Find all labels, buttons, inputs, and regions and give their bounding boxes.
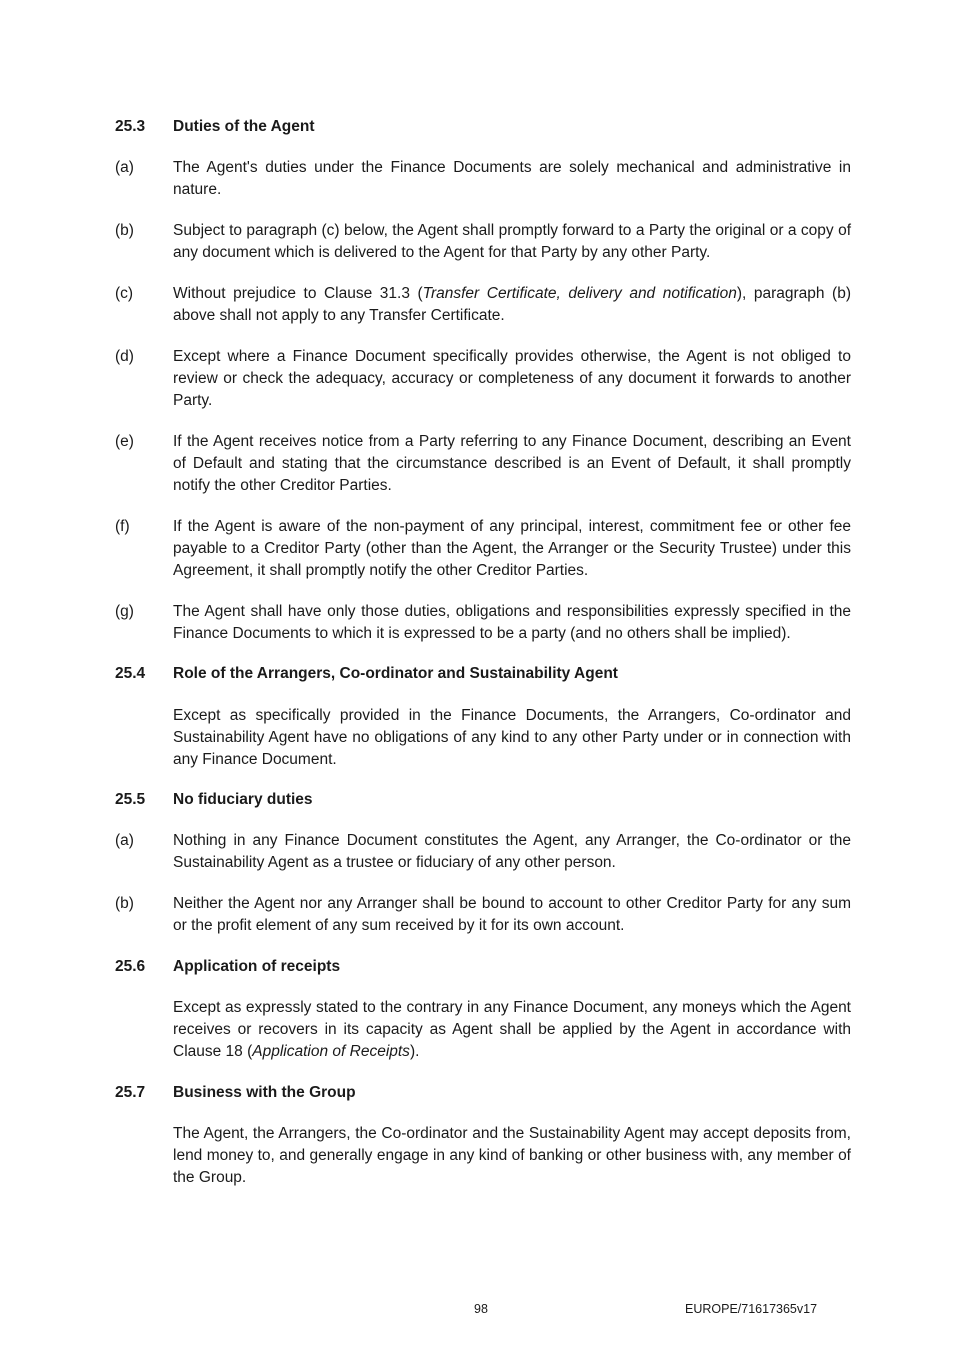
section-number: 25.7: [115, 1084, 146, 1101]
paragraph-label: (e): [115, 433, 134, 450]
paragraph-text: Neither the Agent nor any Arranger shall be bound to account to other Creditor Party for any sum or the profit element of any sum received by it for its own account.: [173, 895, 851, 934]
paragraph-25-3-e: [115, 431, 851, 497]
section-title: Role of the Arrangers, Co-ordinator and Sustainability Agent: [173, 665, 618, 682]
section-body-25-4: Except as specifically provided in the Finance Documents, the Arrangers, Co-ordinator and Sustainability Agent have no obligations of any kind to any other Party under or in connection with any Finance Document.: [173, 707, 851, 768]
paragraph-25-3-f: [115, 516, 851, 582]
section-title: No fiduciary duties: [173, 791, 313, 808]
section-heading-25-4: [115, 664, 855, 684]
paragraph-25-3-b: [115, 220, 851, 264]
paragraph-label: (b): [115, 222, 134, 239]
paragraph-text: Subject to paragraph (c) below, the Agent shall promptly forward to a Party the original or a copy of any document which is delivered to the Agent for that Party by any other Party.: [173, 222, 851, 261]
paragraph-text: The Agent shall have only those duties, obligations and responsibilities expressly specified in the Finance Documents to which it is expressed to be a party (and no others shall be implied).: [173, 603, 851, 642]
section-number: 25.4: [115, 665, 146, 682]
paragraph-25-5-b: [115, 893, 851, 937]
section-number: 25.5: [115, 791, 146, 808]
section-title: Business with the Group: [173, 1084, 356, 1101]
section-heading-25-6: [115, 957, 855, 977]
section-number: 25.6: [115, 958, 146, 975]
italic-reference: Application of Receipts: [252, 1043, 410, 1060]
section-heading-25-5: [115, 790, 855, 810]
section-heading-25-7: [115, 1083, 855, 1103]
paragraph-text: Except where a Finance Document specifically provides otherwise, the Agent is not obliged to review or check the adequacy, accuracy or completeness of any document it forwards to another Party.: [173, 348, 851, 409]
section-number: 25.3: [115, 118, 146, 135]
paragraph-text: If the Agent receives notice from a Party referring to any Finance Document, describing an Event of Default and stating that the circumstance described is an Event of Default, it shall promptly notify the other Creditor Parties.: [173, 433, 851, 494]
section-title: Duties of the Agent: [173, 118, 315, 135]
section-body-25-6: [173, 997, 851, 1063]
section-body-25-7: The Agent, the Arrangers, the Co-ordinator and the Sustainability Agent may accept deposits from, lend money to, and generally engage in any kind of banking or other business with, any member of the Group.: [173, 1125, 851, 1186]
page-number: 98: [474, 1302, 488, 1316]
text-run: ), paragraph (b) above shall not apply to any Transfer Certificate.: [173, 285, 851, 324]
section-title: Application of receipts: [173, 958, 341, 975]
section-heading-25-3: [115, 117, 855, 137]
paragraph-label: (b): [115, 895, 134, 912]
paragraph-label: (a): [115, 832, 134, 849]
paragraph-text: If the Agent is aware of the non-payment of any principal, interest, commitment fee or other fee payable to a Creditor Party (other than the Agent, the Arranger or the Security Trustee) under this Agreement, it shall promptly notify the other Creditor Parties.: [173, 518, 851, 579]
paragraph-label: (a): [115, 159, 134, 176]
paragraph-25-5-a: [115, 830, 851, 874]
paragraph-25-3-g: [115, 601, 851, 645]
text-run: Without prejudice to Clause 31.3 (: [173, 285, 423, 302]
paragraph-label: (d): [115, 348, 134, 365]
document-reference: EUROPE/71617365v17: [685, 1302, 818, 1316]
paragraph-25-3-a: [115, 157, 851, 201]
paragraph-label: (c): [115, 285, 134, 302]
text-run: ).: [409, 1043, 420, 1060]
paragraph-text: The Agent's duties under the Finance Documents are solely mechanical and administrative in nature.: [173, 159, 851, 198]
paragraph-text: [173, 283, 851, 327]
italic-reference: Transfer Certificate, delivery and notification: [422, 285, 737, 302]
paragraph-25-3-d: [115, 346, 851, 412]
paragraph-text: Nothing in any Finance Document constitutes the Agent, any Arranger, the Co-ordinator or the Sustainability Agent as a trustee or fiduciary of any other person.: [173, 832, 851, 871]
paragraph-25-3-c: [115, 283, 851, 327]
text-run: Except as expressly stated to the contrary in any Finance Document, any moneys which the Agent receives or recovers in its capacity as Agent shall be applied by the Agent in accordance with Clause 18 (: [173, 999, 851, 1060]
paragraph-label: (f): [115, 518, 130, 535]
paragraph-label: (g): [115, 603, 134, 620]
